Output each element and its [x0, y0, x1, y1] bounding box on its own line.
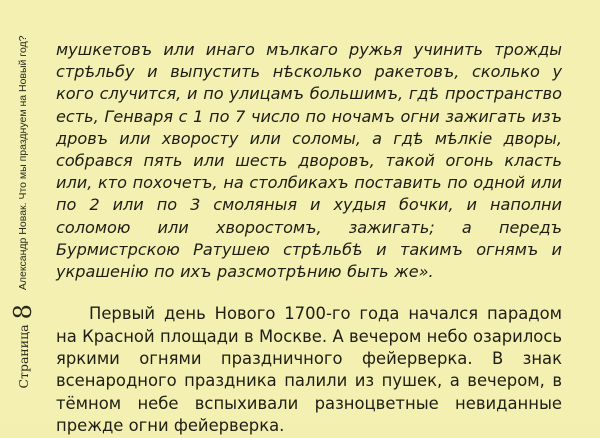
- page-label: Страница: [15, 324, 31, 389]
- body-paragraph: Первый день Нового 1700-го года начался парадом на Красной площади в Москве. А вечером небо озарилось яркими огнями праздничного фейерверка. В знак всенародного праздника палили из пушек, а вечером, в тёмном небе вспыхивали разноцветные невиданные прежде огни фейерверка.: [56, 304, 562, 436]
- page-number: 8: [9, 304, 37, 320]
- sidebar: [0, 0, 46, 423]
- main-content: [56, 39, 562, 438]
- sidebar-caption: [8, 2, 38, 422]
- running-title: Александр Новак. Что мы празднуем на Новый год?: [17, 35, 29, 291]
- quote-paragraph: мушкетовъ или инаго мълкаго ружья учинить трожды стрѣльбу и выпустить нѣсколько ракетовъ, сколько у кого случится, и по улицамъ большимъ, гдѣ пространство есть, Генваря с 1 по 7 число по ночамъ огни зажигать изъ дровъ или хворосту или соломы, а гдѣ мѣлкіе дворы, собрався пять или шесть дворовъ, такой огонь класть или, кто похочетъ, на столбикахъ поставить по одной или по 2 или по 3 смоляныя и худыя бочки, и наполни соломою или хворостомъ, зажигать; а передъ Бурмистрскою Ратушею стрѣльбѣ и такимъ огнямъ и украшенію по ихъ разсмотрѣнию быть же».: [56, 40, 562, 282]
